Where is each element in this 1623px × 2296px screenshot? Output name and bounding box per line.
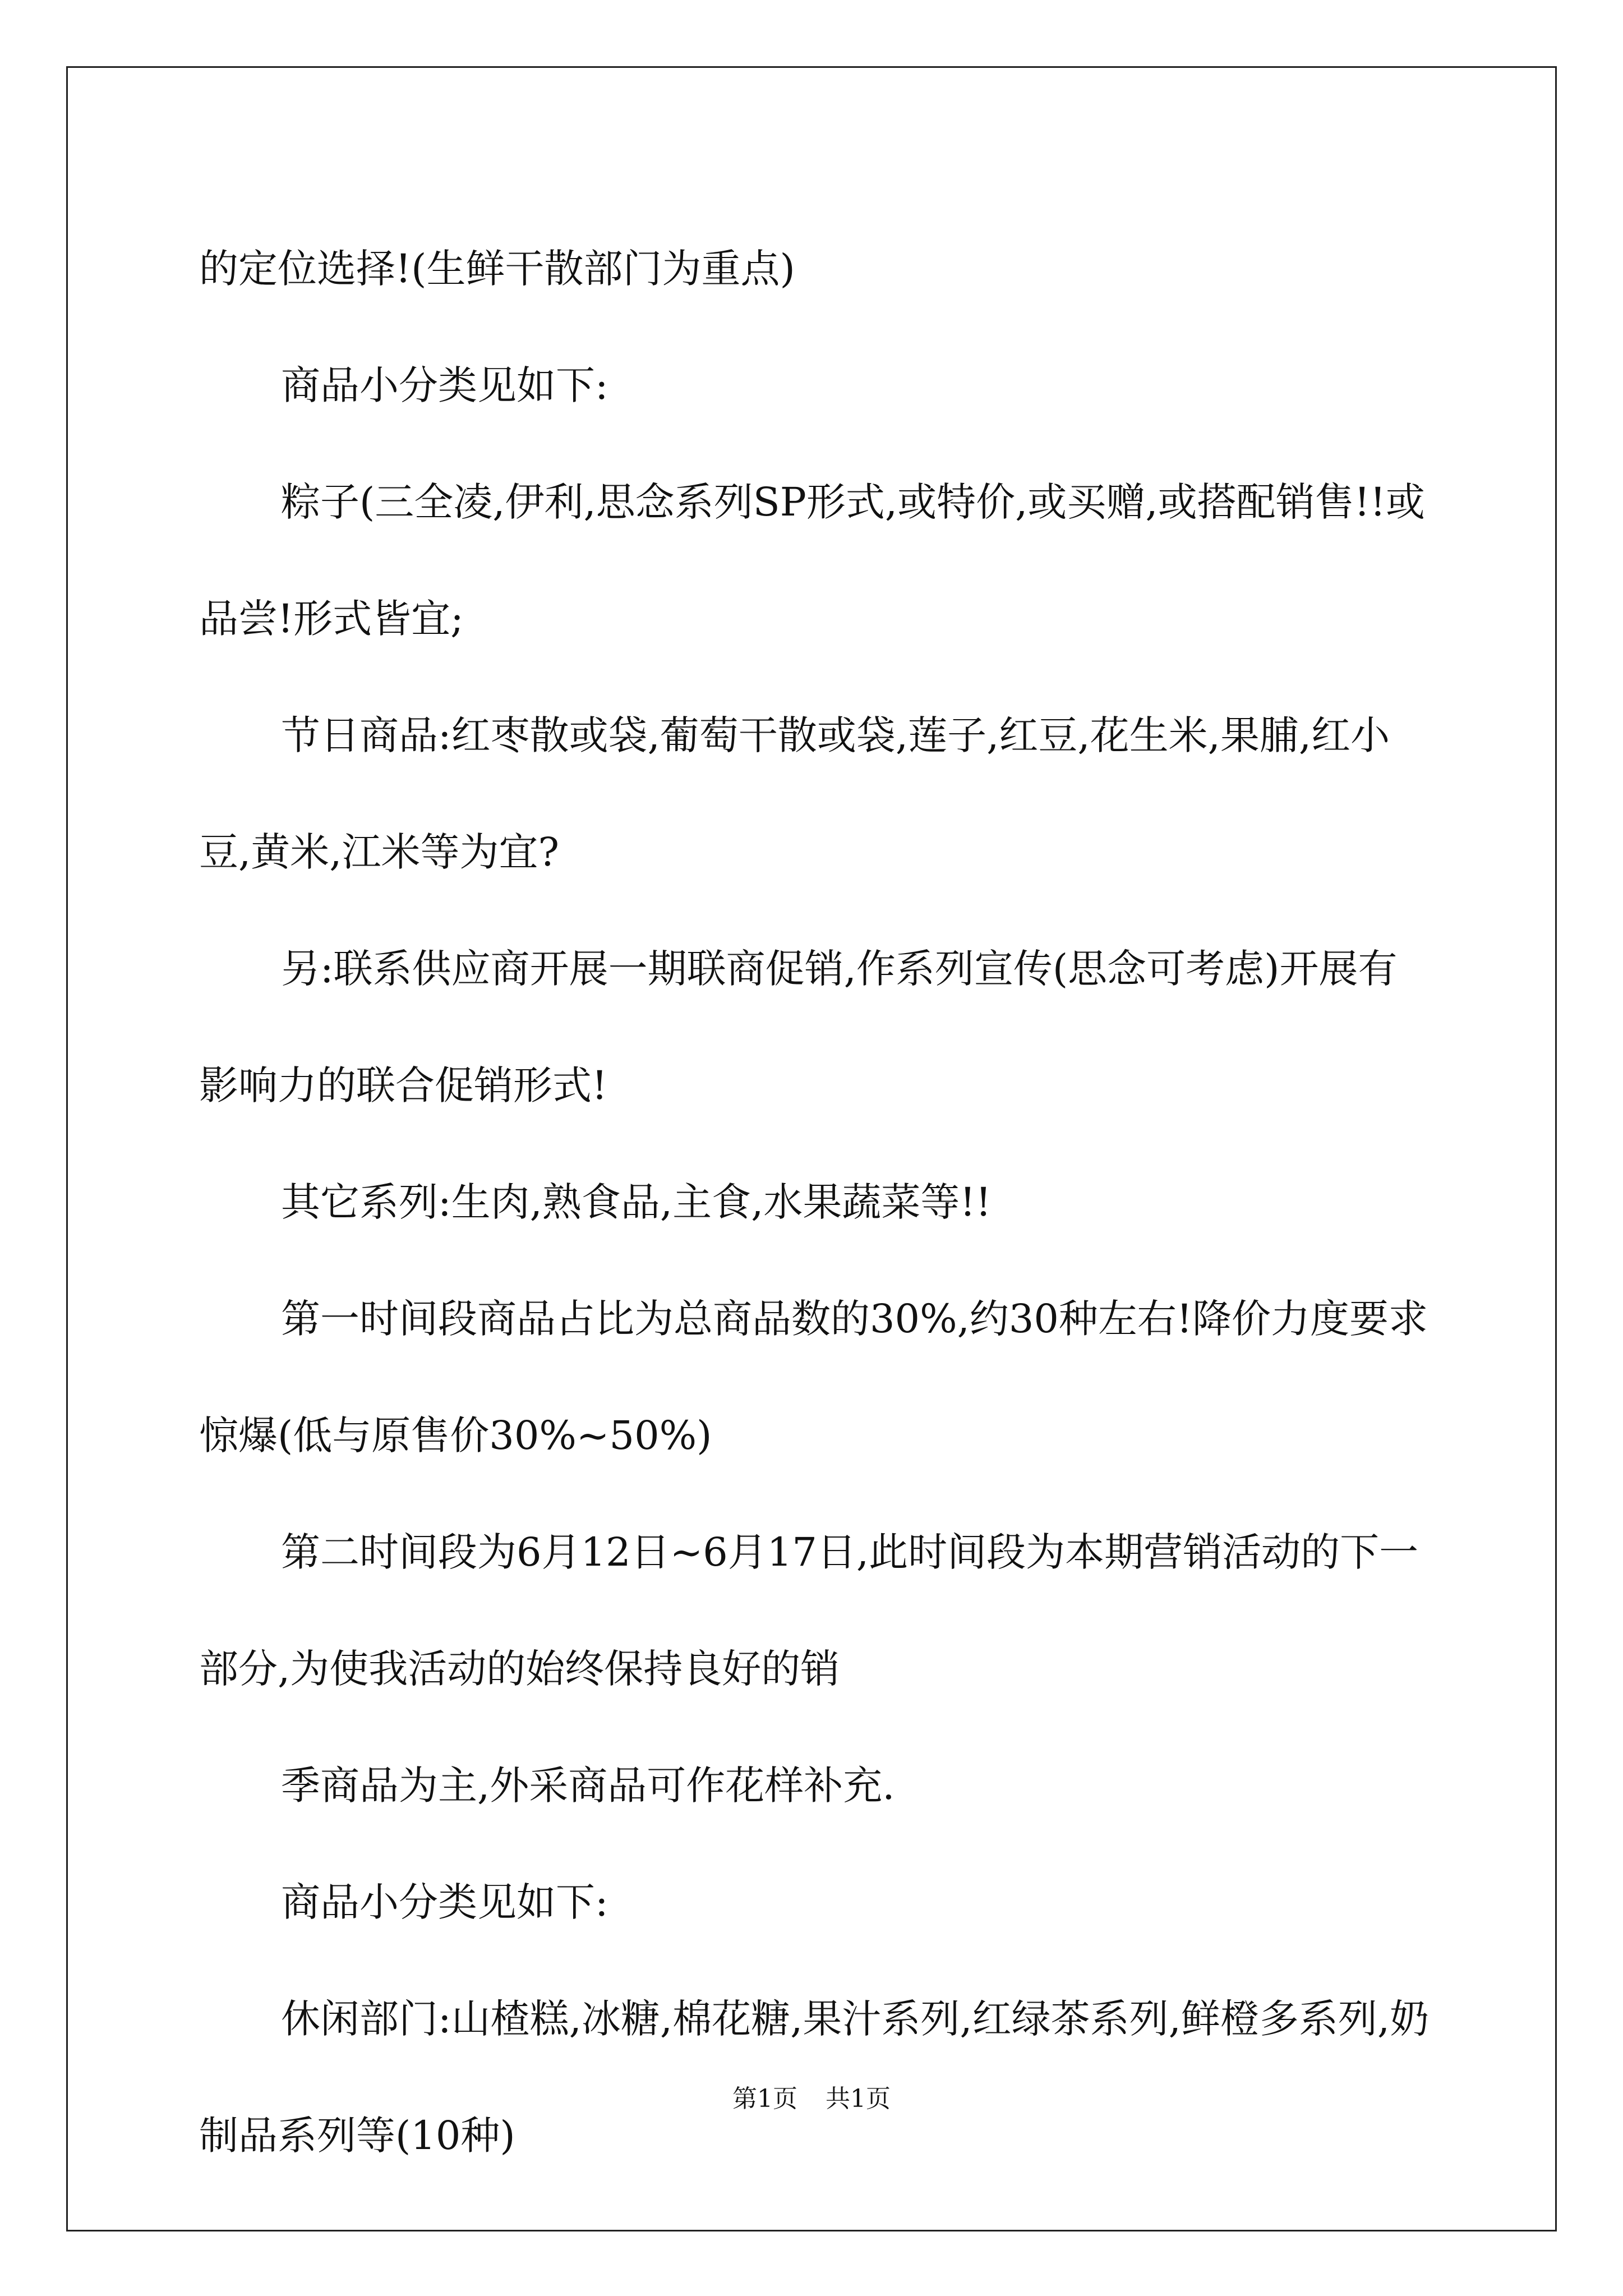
paragraph: 另:联系供应商开展一期联商促销,作系列宣传(思念可考虑)开展有影响力的联合促销形式! bbox=[199, 946, 1398, 1108]
paragraph: 商品小分类见如下: bbox=[281, 362, 608, 408]
paragraph: 商品小分类见如下: bbox=[281, 1879, 608, 1925]
paragraph: 第一时间段商品占比为总商品数的30%,约30种左右!降价力度要求惊爆(低与原售价30%~50%) bbox=[199, 1296, 1428, 1458]
page-footer bbox=[0, 2078, 1623, 2114]
paragraph: 其它系列:生肉,熟食品,主食,水果蔬菜等!! bbox=[281, 1179, 992, 1225]
paragraph: 季商品为主,外采商品可作花样补充. bbox=[281, 1763, 895, 1809]
paragraph: 休闲部门:山楂糕,冰糖,棉花糖,果汁系列,红绿茶系列,鲜橙多系列,奶制品系列等(10种) bbox=[199, 1996, 1430, 2159]
paragraph: 节日商品:红枣散或袋,葡萄干散或袋,莲子,红豆,花生米,果脯,红小豆,黄米,江米等为宜? bbox=[199, 712, 1390, 875]
paragraph: 第二时间段为6月12日~6月17日,此时间段为本期营销活动的下一部分,为使我活动的始终保持良好的销 bbox=[199, 1529, 1419, 1692]
document-body bbox=[199, 210, 1430, 2194]
page-total: 共1页 bbox=[826, 2085, 891, 2113]
page-number: 第1页 bbox=[732, 2085, 797, 2113]
paragraph: 粽子(三全凌,伊利,思念系列SP形式,或特价,或买赠,或搭配销售!!或品尝!形式皆宜; bbox=[199, 479, 1425, 642]
paragraph: 的定位选择!(生鲜干散部门为重点) bbox=[199, 246, 795, 292]
